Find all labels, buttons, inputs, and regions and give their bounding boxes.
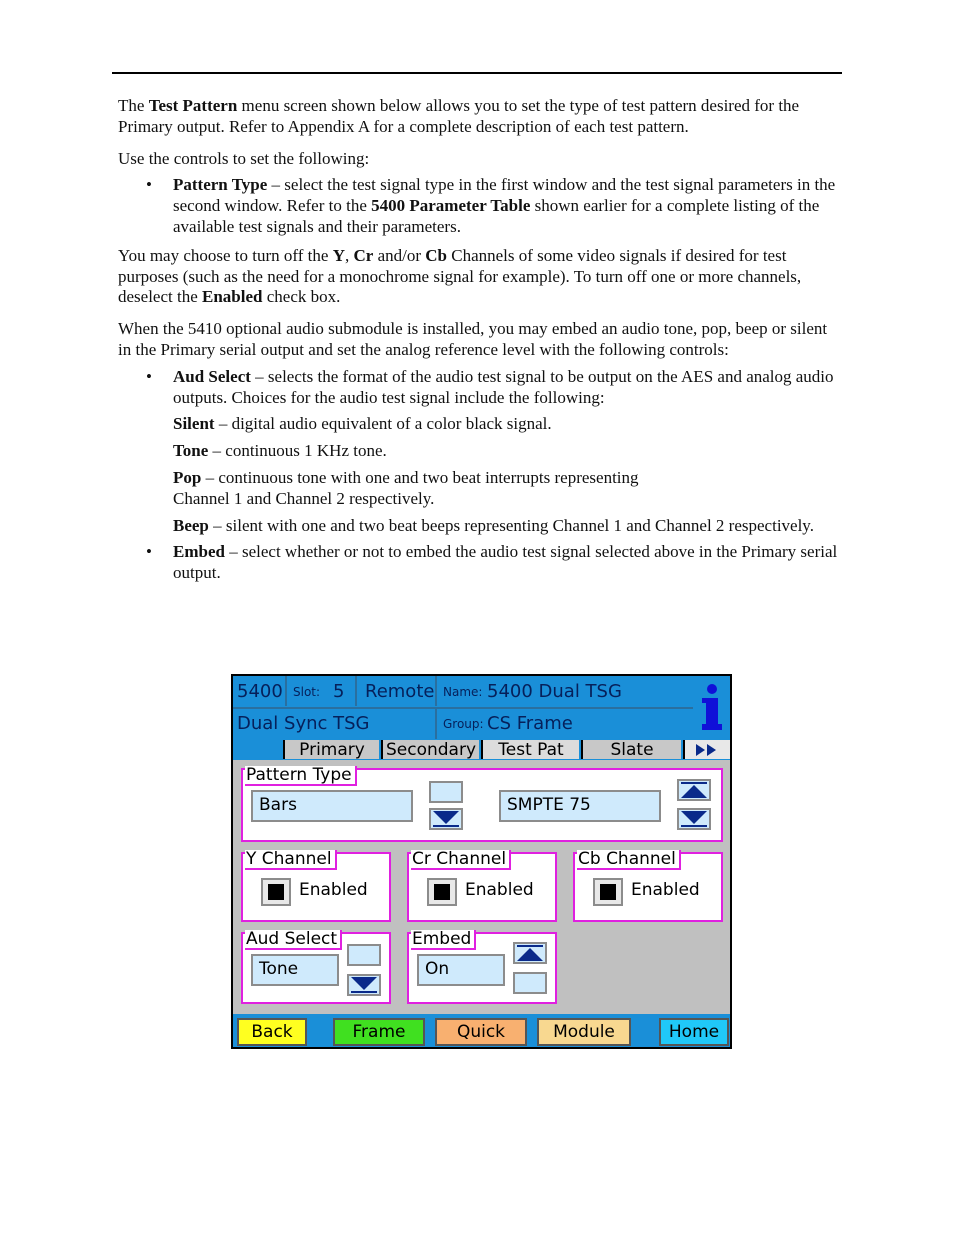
checkbox-mark: [434, 884, 450, 900]
group-cell: [437, 709, 693, 739]
cb-channel-group: [573, 849, 723, 922]
frame-button[interactable]: Frame: [333, 1018, 425, 1046]
down-arrow-icon: [679, 810, 709, 828]
cb-channel-enabled-checkbox[interactable]: [593, 878, 623, 906]
settings-area: [233, 760, 730, 1014]
embed-label: Embed: [411, 930, 476, 950]
model-label: 5400: [237, 681, 283, 702]
aud-select-field[interactable]: Tone: [251, 954, 339, 986]
controls-intro: Use the controls to set the following:: [118, 148, 370, 168]
bullet-dot: •: [146, 542, 152, 562]
option-silent: Silent – digital audio equivalent of a color black signal.: [173, 414, 552, 434]
model-cell: [233, 676, 287, 706]
slot-label: Slot:: [293, 685, 321, 699]
y-channel-label: Y Channel: [245, 850, 337, 870]
device-label: Dual Sync TSG: [237, 713, 370, 734]
channels-paragraph: You may choose to turn off the Y, Cr and/or Cb Channels of some video signals if desired for test purposes (such as the need for a monochrome signal for example). To turn off one or more channels, deselect the Enabled check box.: [118, 245, 802, 307]
pattern-param-scroll-up[interactable]: [677, 779, 711, 801]
pattern-type-field[interactable]: Bars: [251, 790, 413, 822]
checkbox-mark: [600, 884, 616, 900]
option-beep: Beep – silent with one and two beat beeps representing Channel 1 and Channel 2 respectively.: [173, 515, 814, 535]
bullet-dot: •: [146, 175, 152, 195]
device-cell: [233, 709, 437, 739]
bullet-dot: •: [146, 366, 152, 386]
group-value: CS Frame: [487, 713, 573, 734]
name-value: 5400 Dual TSG: [487, 681, 622, 702]
info-button[interactable]: [693, 676, 730, 740]
pattern-param-scroll-down[interactable]: [677, 808, 711, 830]
aud-select-group: [241, 929, 391, 1004]
down-arrow-icon: [349, 976, 379, 994]
back-button[interactable]: Back: [237, 1018, 307, 1046]
tabs-more-button[interactable]: [683, 740, 730, 759]
bullet-pattern-type: • Pattern Type – select the test signal type in the first window and the test signal parameters in the second window. Refer to the 5400 Parameter Table shown earlier for a complete listing of the available test signals and their parameters.: [146, 175, 836, 236]
pattern-type-scroll-up[interactable]: [429, 781, 463, 803]
audio-paragraph: When the 5410 optional audio submodule is installed, you may embed an audio tone, pop, beep or silent in the Primary serial output and set the analog reference level with the following controls:: [118, 319, 828, 359]
cr-channel-enabled-checkbox[interactable]: [427, 878, 457, 906]
device-header: [233, 676, 693, 740]
double-right-arrow-icon: [692, 741, 722, 759]
remote-label: Remote: [365, 681, 435, 702]
remote-cell[interactable]: [357, 676, 437, 706]
cb-channel-enabled-label: Enabled: [631, 880, 700, 900]
home-button[interactable]: Home: [659, 1018, 729, 1046]
cr-channel-label: Cr Channel: [411, 850, 511, 870]
bullet-aud-select: • Aud Select – selects the format of the audio test signal to be output on the AES and analog audio outputs. Choices for the audio test signal include the following:: [146, 366, 834, 407]
cr-channel-enabled-label: Enabled: [465, 880, 534, 900]
name-label: Name:: [443, 685, 483, 699]
slot-value: 5: [333, 681, 345, 702]
down-arrow-icon: [431, 810, 461, 828]
embed-group: [407, 929, 557, 1004]
embed-scroll-down[interactable]: [513, 972, 547, 994]
footer-bar: [233, 1014, 730, 1047]
name-cell: [437, 676, 693, 706]
cr-channel-group: [407, 849, 557, 922]
tab-slate[interactable]: Slate: [581, 740, 681, 759]
tab-test-pat[interactable]: Test Pat: [481, 740, 579, 759]
up-arrow-icon: [515, 944, 545, 962]
aud-select-label: Aud Select: [245, 930, 342, 950]
tab-primary[interactable]: Primary: [283, 740, 379, 759]
document-body: [118, 96, 842, 590]
group-label: Group:: [443, 717, 484, 731]
bullet-embed: • Embed – select whether or not to embed the audio test signal selected above in the Primary serial output.: [146, 542, 838, 583]
cb-channel-label: Cb Channel: [577, 850, 681, 870]
slot-cell: [287, 676, 357, 706]
info-icon: [701, 682, 723, 732]
quick-button[interactable]: Quick: [435, 1018, 527, 1046]
embed-field[interactable]: On: [417, 954, 505, 986]
y-channel-enabled-checkbox[interactable]: [261, 878, 291, 906]
pattern-param-field[interactable]: SMPTE 75: [499, 790, 661, 822]
option-pop: Pop – continuous tone with one and two beat interrupts representing Channel 1 and Channel 2 respectively.: [173, 467, 639, 508]
tab-bar: [233, 740, 730, 760]
test-pattern-menu-screen: [231, 674, 732, 1049]
pattern-type-scroll-down[interactable]: [429, 808, 463, 830]
y-channel-enabled-label: Enabled: [299, 880, 368, 900]
header-rule: [112, 72, 842, 74]
y-channel-group: [241, 849, 391, 922]
aud-select-scroll-up[interactable]: [347, 944, 381, 966]
module-button[interactable]: Module: [537, 1018, 631, 1046]
up-arrow-icon: [679, 781, 709, 799]
checkbox-mark: [268, 884, 284, 900]
option-tone: Tone – continuous 1 KHz tone.: [173, 441, 387, 461]
embed-scroll-up[interactable]: [513, 942, 547, 964]
intro-paragraph: The Test Pattern menu screen shown below allows you to set the type of test pattern desired for the Primary output. Refer to Appendix A for a complete description of each test pattern.: [118, 96, 800, 136]
pattern-type-group: [241, 765, 723, 842]
pattern-type-label: Pattern Type: [245, 766, 357, 786]
tab-secondary[interactable]: Secondary: [381, 740, 479, 759]
aud-select-scroll-down[interactable]: [347, 974, 381, 996]
